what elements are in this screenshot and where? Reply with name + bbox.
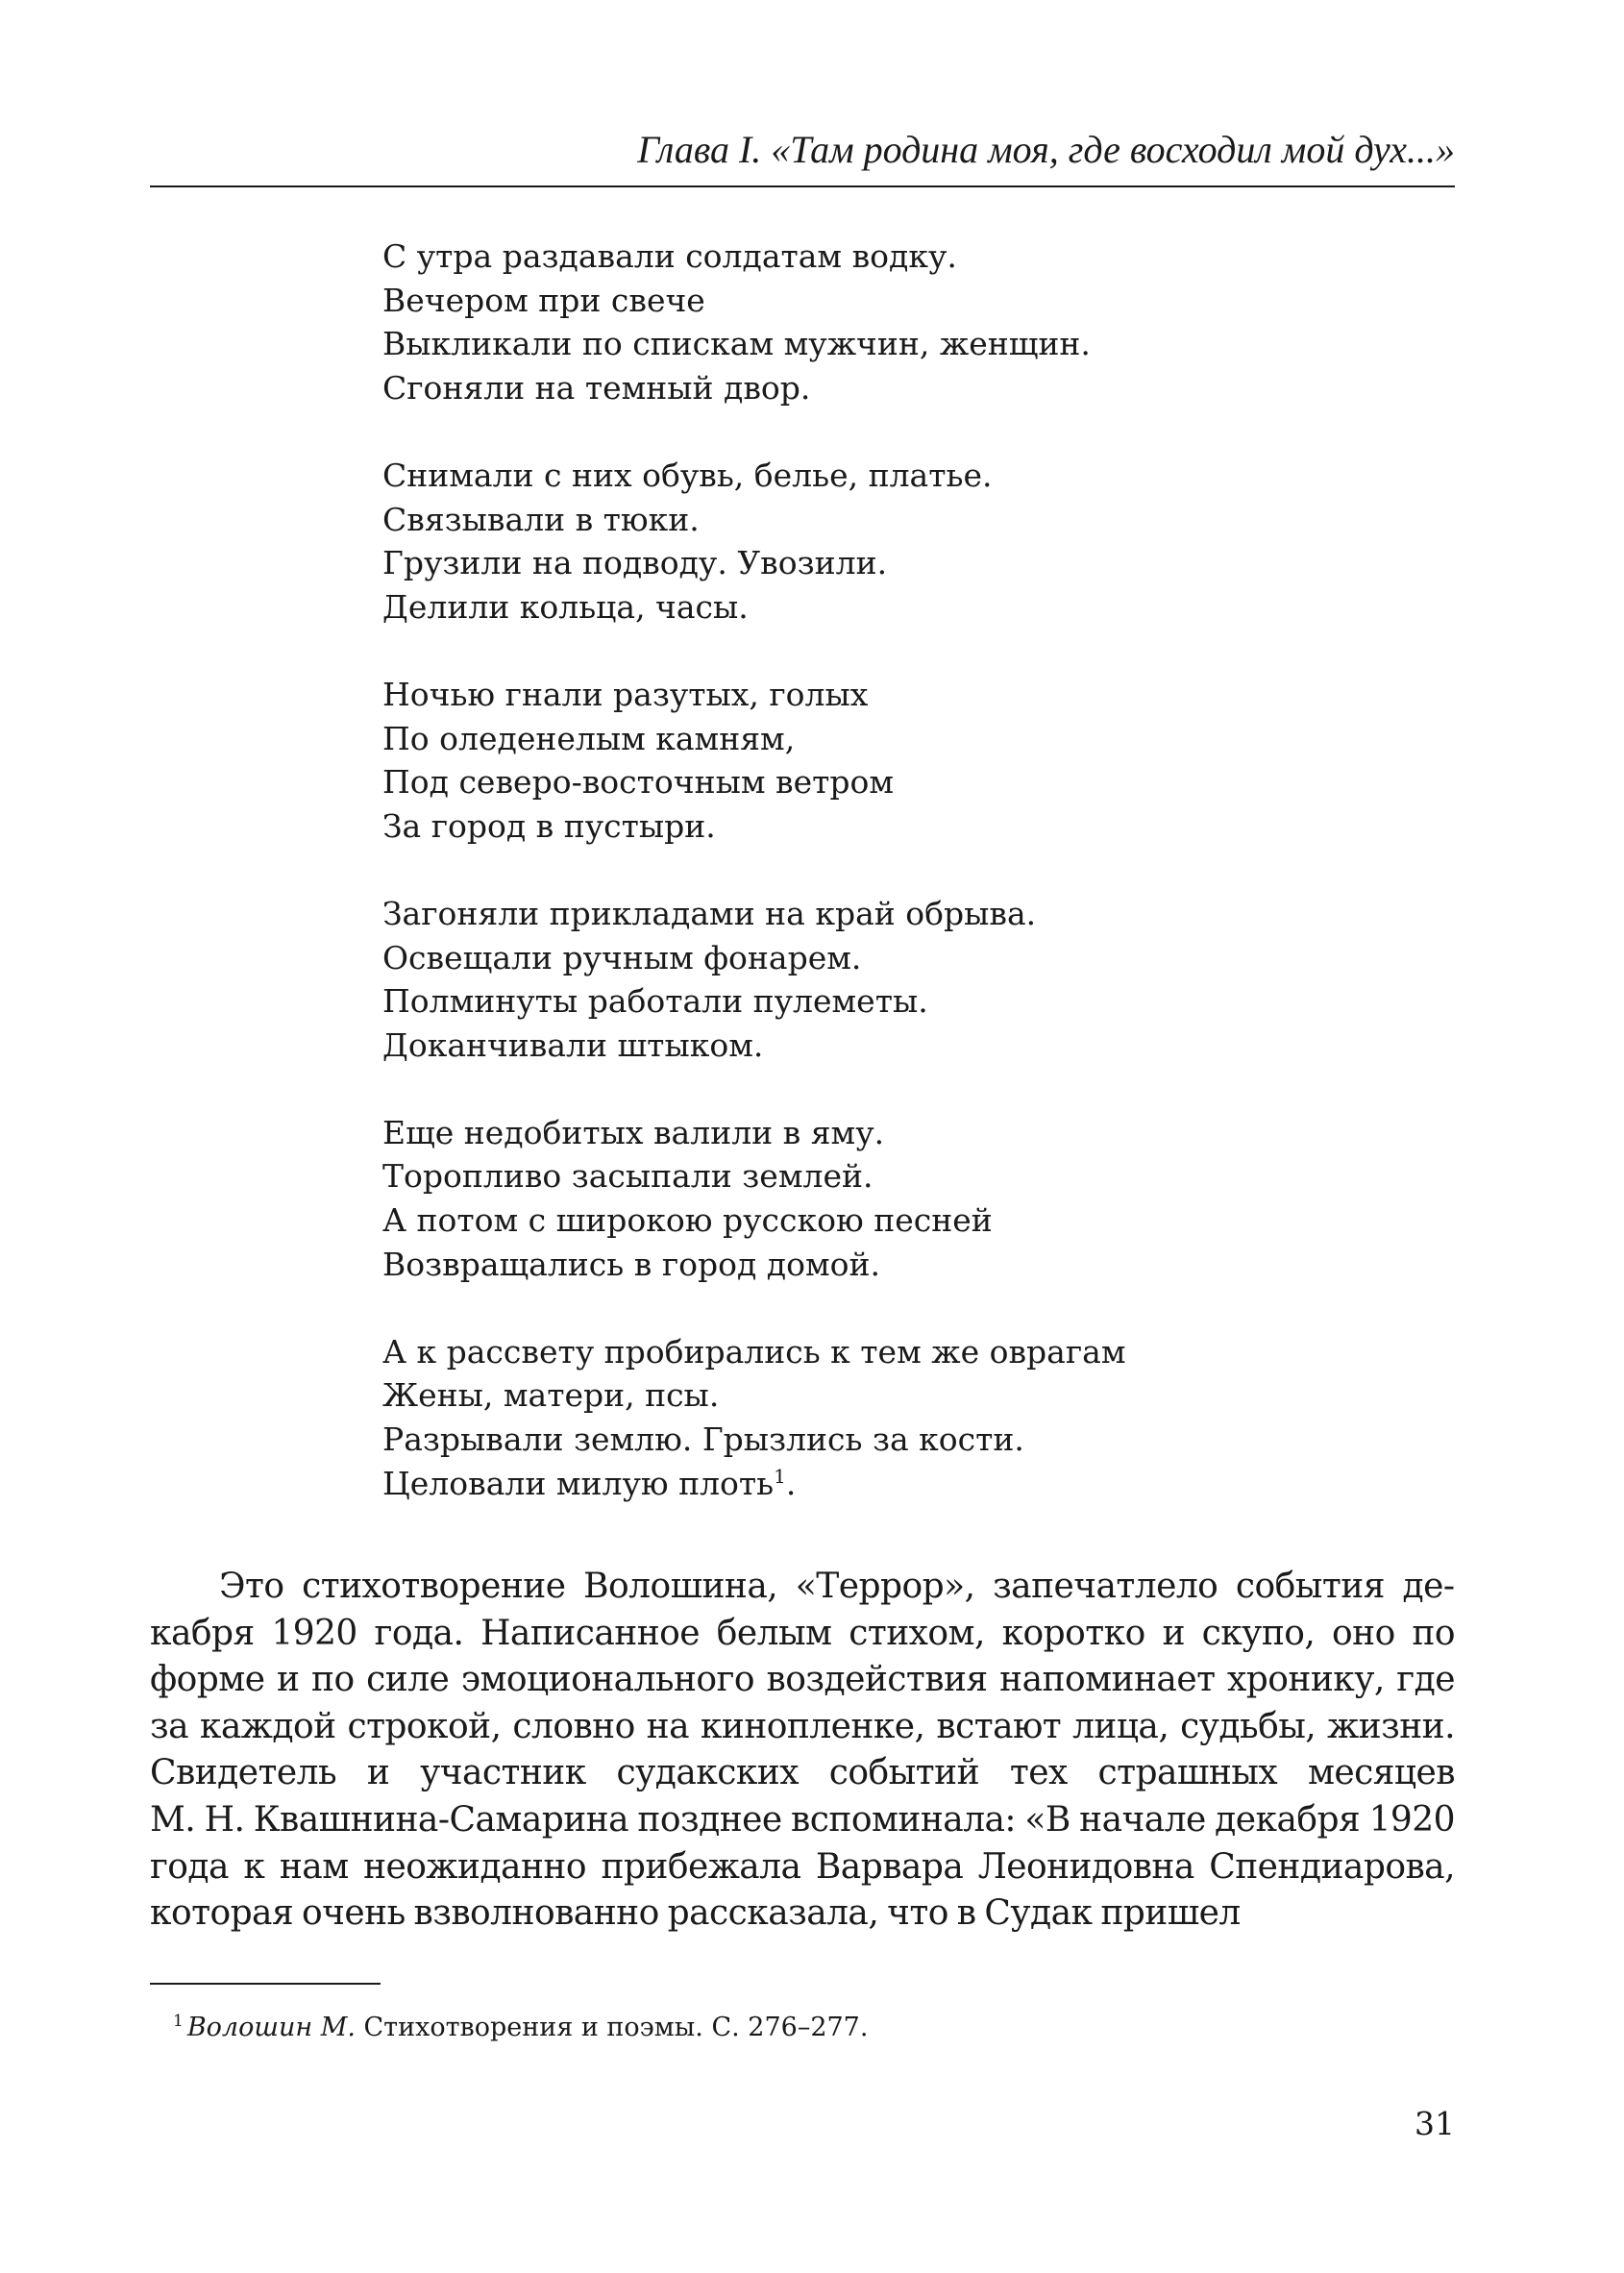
poem-line: Выкликали по спискам мужчин, женщин. <box>382 325 1091 363</box>
footnote <box>173 2009 1451 2047</box>
poem-line: Жены, матери, псы. <box>382 1376 720 1415</box>
poem-last-line <box>382 1462 1343 1506</box>
body-paragraph: Это стихотворение Волошина, «Террор», запечатлело события декабря 1920 года. Написанное белым стихом, коротко и скупо, оно по форме и по силе эмоционального воздействия напоминает хронику, где за каждой строкой, словно на кинопленке, встают лица, судьбы, жизни. Свидетель и участник судакских событий тех страшных месяцев М. Н. Квашнина-Самарина позднее вспоминала: «В начале декабря 1920 года к нам неожиданно прибежала Варвара Леонидовна Спендиарова, которая очень взволнованно рассказала, что в Судак пришел <box>150 1567 1455 1934</box>
poem-stanza <box>382 673 1343 848</box>
poem-stanza <box>382 1111 1343 1286</box>
header-rule <box>150 185 1455 187</box>
poem-stanza <box>382 892 1343 1067</box>
poem-line: Торопливо засыпали землей. <box>382 1157 874 1196</box>
poem-line: Под северо-восточным ветром <box>382 763 895 802</box>
footnote-author: Волошин М. <box>186 2013 356 2042</box>
footnote-text: Стихотворения и поэмы. С. 276–277. <box>355 2013 869 2042</box>
poem-line: Еще недобитых валили в яму. <box>382 1113 885 1151</box>
poem-line: Освещали ручным фонарем. <box>382 938 862 976</box>
poem-stanza <box>382 1330 1343 1505</box>
footnote-number: 1 <box>173 2012 184 2031</box>
poem-line-text: Целовали милую плоть <box>382 1464 775 1502</box>
poem-stanza <box>382 235 1343 409</box>
poem-line: Полминуты работали пулеметы. <box>382 982 928 1021</box>
poem-line: А к рассвету пробирались к тем же оврагам <box>382 1332 1126 1371</box>
footnote-reference[interactable]: 1 <box>774 1464 786 1488</box>
poem-line: Ночью гнали разутых, голых <box>382 675 869 713</box>
running-head: Глава I. «Там родина моя, где восходил мой дух...» <box>637 128 1455 171</box>
poem-line: Доканчивали штыком. <box>382 1025 764 1064</box>
poem-line: С утра раздавали солдатам водку. <box>382 237 957 275</box>
poem-line-end: . <box>785 1464 797 1502</box>
poem-line: Связывали в тюки. <box>382 500 700 538</box>
poem-line: За город в пустыри. <box>382 806 716 845</box>
poem <box>382 235 1343 1505</box>
poem-line: Грузили на подводу. Увозили. <box>382 544 888 582</box>
poem-line: По оледенелым камням, <box>382 719 796 757</box>
poem-stanza <box>382 454 1343 629</box>
poem-line: Разрывали землю. Грызлись за кости. <box>382 1421 1024 1459</box>
page-number: 31 <box>1415 2105 1455 2142</box>
poem-line: Делили кольца, часы. <box>382 587 749 626</box>
poem-line: Вечером при свече <box>382 281 705 319</box>
poem-line: Сгоняли на темный двор. <box>382 368 811 407</box>
footnote-rule <box>150 1983 381 1985</box>
poem-line: Снимали с них обувь, белье, платье. <box>382 456 993 494</box>
poem-line: А потом с широкою русскою песней <box>382 1201 993 1240</box>
poem-line: Возвращались в город домой. <box>382 1245 880 1283</box>
poem-line: Загоняли прикладами на край обрыва. <box>382 894 1037 932</box>
